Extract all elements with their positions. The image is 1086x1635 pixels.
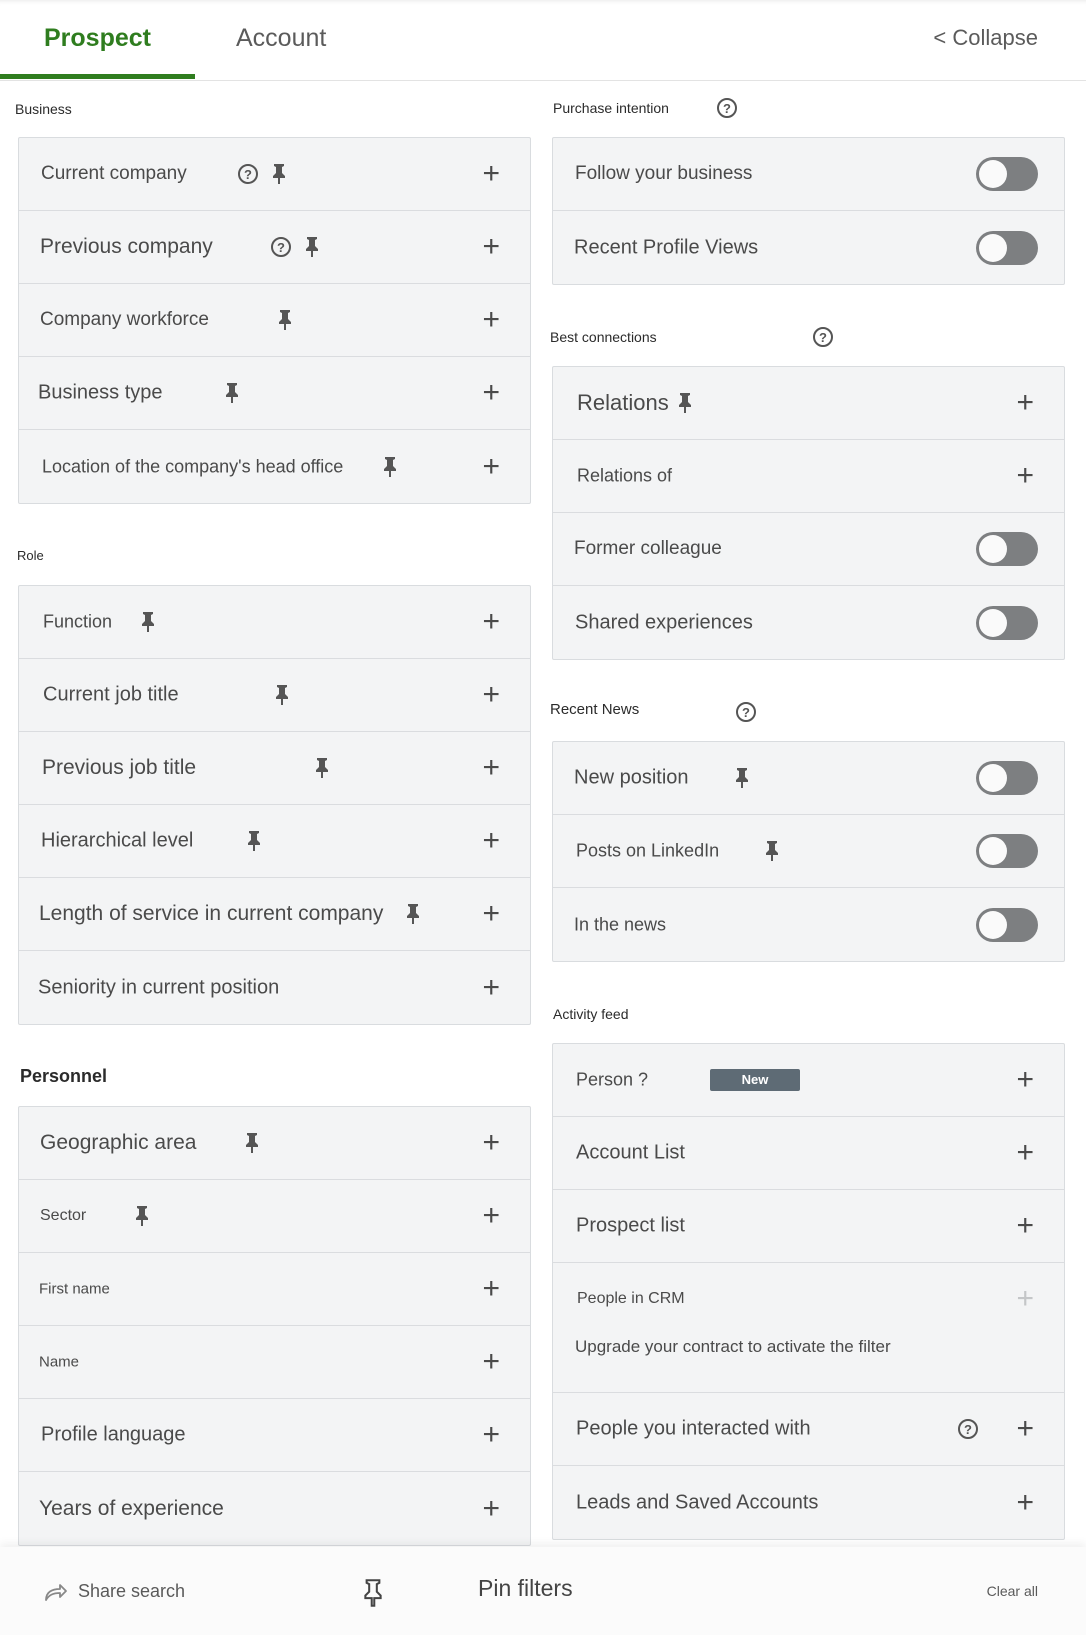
- filter-previous-company[interactable]: [19, 211, 530, 284]
- section-personnel-title: Personnel: [20, 1066, 108, 1086]
- former-colleague-toggle[interactable]: [976, 532, 1038, 566]
- share-arrow-icon: [44, 1582, 68, 1602]
- pin-icon[interactable]: [734, 767, 750, 789]
- section-business-title: Business: [15, 101, 72, 117]
- role-card: [18, 585, 531, 1025]
- filter-previous-job-title[interactable]: [19, 732, 530, 805]
- personnel-card: [18, 1106, 531, 1546]
- pin-icon[interactable]: [764, 840, 780, 862]
- help-circle-icon[interactable]: ?: [736, 702, 756, 722]
- filter-name[interactable]: [19, 1326, 530, 1399]
- filter-seniority-current-position[interactable]: [19, 951, 530, 1024]
- filter-label: Relations: [577, 390, 669, 415]
- section-activity-feed-title: Activity feed: [553, 1006, 629, 1022]
- filter-company-workforce[interactable]: [19, 284, 530, 357]
- filter-label: Hierarchical level: [41, 829, 194, 852]
- filter-first-name[interactable]: [19, 1253, 530, 1326]
- pin-icon[interactable]: [271, 163, 287, 185]
- pin-icon[interactable]: [246, 830, 262, 852]
- section-role-title: Role: [17, 548, 44, 563]
- filter-follow-your-business[interactable]: [553, 138, 1064, 211]
- filter-relations[interactable]: [553, 367, 1064, 440]
- filter-label: Leads and Saved Accounts: [576, 1491, 819, 1513]
- filter-label: People you interacted with: [576, 1417, 811, 1440]
- filter-label: Seniority in current position: [38, 976, 280, 998]
- add-filter-plus-icon[interactable]: +: [482, 376, 500, 409]
- add-filter-plus-icon[interactable]: +: [482, 1491, 500, 1525]
- filter-label: Current job title: [43, 683, 179, 706]
- filter-label: First name: [39, 1280, 110, 1298]
- filter-shared-experiences[interactable]: [553, 586, 1064, 659]
- filter-label: Name: [39, 1353, 80, 1371]
- filter-label: Recent Profile Views: [574, 236, 759, 258]
- section-recent-news-title: Recent News: [550, 701, 640, 718]
- filter-label: Function: [43, 611, 113, 632]
- filter-profile-language[interactable]: [19, 1399, 530, 1472]
- filter-hierarchical-level[interactable]: [19, 805, 530, 878]
- filter-label: Account List: [576, 1141, 685, 1164]
- filter-label: Shared experiences: [575, 611, 753, 633]
- upgrade-contract-message: Upgrade your contract to activate the filter: [575, 1337, 891, 1356]
- filter-former-colleague[interactable]: [553, 513, 1064, 586]
- filter-label: Company workforce: [40, 309, 209, 330]
- filter-label: Follow your business: [575, 163, 753, 184]
- new-position-toggle[interactable]: [976, 761, 1038, 795]
- filter-label: People in CRM: [577, 1290, 685, 1307]
- add-filter-plus-icon[interactable]: +: [482, 605, 500, 638]
- filter-recent-profile-views[interactable]: [553, 211, 1064, 284]
- footer-bar: [0, 1547, 1086, 1635]
- pin-icon[interactable]: [140, 611, 156, 633]
- filter-current-company[interactable]: [19, 138, 530, 211]
- pin-icon[interactable]: [224, 382, 240, 404]
- business-card: [18, 137, 531, 504]
- add-filter-plus-icon[interactable]: +: [482, 1126, 500, 1159]
- filter-years-of-experience[interactable]: [19, 1472, 530, 1545]
- filter-label: Relations of: [577, 465, 673, 486]
- in-the-news-toggle[interactable]: [976, 908, 1038, 942]
- recent-news-card: [552, 741, 1065, 962]
- filter-head-office-location[interactable]: [19, 430, 530, 503]
- pin-icon[interactable]: [134, 1205, 150, 1227]
- add-filter-plus-icon[interactable]: +: [1016, 1063, 1034, 1096]
- add-filter-plus-icon[interactable]: +: [482, 157, 500, 190]
- filter-prospect-list[interactable]: [553, 1190, 1064, 1263]
- add-filter-plus-icon[interactable]: +: [482, 230, 500, 263]
- filter-people-in-crm: [553, 1263, 1064, 1393]
- add-filter-plus-icon[interactable]: +: [1016, 1209, 1034, 1242]
- tab-account[interactable]: Account: [236, 24, 327, 52]
- filter-label: New position: [574, 766, 689, 789]
- filter-label: Current company: [41, 163, 187, 184]
- pin-icon[interactable]: [382, 456, 398, 478]
- filter-geographic-area[interactable]: [19, 1107, 530, 1180]
- active-tab-indicator: [0, 74, 195, 79]
- help-circle-icon[interactable]: ?: [238, 164, 258, 184]
- filter-label: Profile language: [41, 1423, 186, 1446]
- pin-icon[interactable]: [362, 1579, 384, 1607]
- pin-icon[interactable]: [314, 757, 330, 779]
- help-circle-icon[interactable]: ?: [813, 327, 833, 347]
- pin-icon[interactable]: [244, 1132, 260, 1154]
- add-filter-plus-icon[interactable]: +: [482, 1418, 500, 1451]
- best-connections-card: [552, 366, 1065, 660]
- add-filter-plus-icon[interactable]: +: [482, 449, 500, 483]
- share-search-button[interactable]: [44, 1581, 185, 1602]
- pin-icon[interactable]: [277, 309, 293, 331]
- section-best-connections-title: Best connections: [550, 329, 657, 345]
- filter-label: Years of experience: [39, 1496, 224, 1520]
- filter-label: Geographic area: [40, 1131, 197, 1154]
- pin-icon[interactable]: [405, 903, 421, 925]
- filter-in-the-news[interactable]: [553, 888, 1064, 961]
- help-circle-icon[interactable]: ?: [717, 98, 737, 118]
- add-filter-plus-icon[interactable]: +: [482, 303, 500, 336]
- filter-leads-and-saved-accounts[interactable]: [553, 1466, 1064, 1539]
- shared-experiences-toggle[interactable]: [976, 606, 1038, 640]
- filter-posts-on-linkedin[interactable]: [553, 815, 1064, 888]
- filter-label: Previous company: [40, 235, 213, 258]
- filter-label: Business type: [38, 381, 163, 404]
- filter-label: In the news: [574, 914, 667, 934]
- collapse-button[interactable]: < Collapse: [933, 25, 1038, 50]
- add-filter-plus-icon: +: [1016, 1282, 1034, 1315]
- add-filter-plus-icon[interactable]: +: [482, 751, 500, 784]
- share-search-label: Share search: [78, 1581, 186, 1601]
- add-filter-plus-icon[interactable]: +: [1016, 1412, 1034, 1445]
- recent-profile-views-toggle[interactable]: [976, 231, 1038, 265]
- add-filter-plus-icon[interactable]: +: [1016, 459, 1034, 492]
- filter-current-job-title[interactable]: [19, 659, 530, 732]
- section-purchase-intention-title: Purchase intention: [553, 100, 669, 116]
- filter-business-type[interactable]: [19, 357, 530, 430]
- filter-label: Location of the company's head office: [42, 456, 344, 476]
- add-filter-plus-icon[interactable]: +: [482, 1199, 500, 1232]
- add-filter-plus-icon[interactable]: +: [482, 1345, 500, 1378]
- help-circle-icon[interactable]: ?: [958, 1419, 978, 1439]
- add-filter-plus-icon[interactable]: +: [1016, 386, 1034, 419]
- filter-people-you-interacted-with[interactable]: [553, 1393, 1064, 1466]
- filter-account-list[interactable]: [553, 1117, 1064, 1190]
- filter-label: Former colleague: [574, 538, 722, 559]
- pin-filters-button[interactable]: Pin filters: [478, 1575, 573, 1601]
- add-filter-plus-icon[interactable]: +: [482, 1272, 500, 1305]
- add-filter-plus-icon[interactable]: +: [482, 824, 500, 857]
- pin-icon[interactable]: [304, 236, 320, 258]
- add-filter-plus-icon[interactable]: +: [1016, 1485, 1034, 1519]
- tab-bar: [0, 0, 1086, 81]
- filter-label: Sector: [40, 1207, 87, 1224]
- pin-icon[interactable]: [274, 684, 290, 706]
- add-filter-plus-icon[interactable]: +: [482, 970, 500, 1004]
- add-filter-plus-icon[interactable]: +: [482, 897, 500, 930]
- filter-length-of-service[interactable]: [19, 878, 530, 951]
- filter-label: Person ?: [576, 1069, 649, 1090]
- new-badge: New: [710, 1069, 800, 1091]
- follow-business-toggle[interactable]: [976, 157, 1038, 191]
- add-filter-plus-icon[interactable]: +: [1016, 1136, 1034, 1169]
- activity-feed-card: [552, 1043, 1065, 1540]
- filter-label: Previous job title: [42, 756, 197, 779]
- filter-person[interactable]: [553, 1044, 1064, 1117]
- filter-sector[interactable]: [19, 1180, 530, 1253]
- filter-relations-of[interactable]: [553, 440, 1064, 513]
- help-circle-icon[interactable]: ?: [271, 237, 291, 257]
- filter-label: Length of service in current company: [39, 902, 384, 925]
- filter-function[interactable]: [19, 586, 530, 659]
- clear-all-button[interactable]: Clear all: [986, 1583, 1038, 1599]
- purchase-intention-card: [552, 137, 1065, 285]
- filter-label: Posts on LinkedIn: [576, 840, 720, 861]
- tab-prospect[interactable]: Prospect: [44, 24, 151, 52]
- filter-new-position[interactable]: [553, 742, 1064, 815]
- add-filter-plus-icon[interactable]: +: [482, 678, 500, 711]
- filter-label: Prospect list: [576, 1214, 685, 1237]
- pin-icon[interactable]: [677, 392, 693, 414]
- posts-on-linkedin-toggle[interactable]: [976, 834, 1038, 868]
